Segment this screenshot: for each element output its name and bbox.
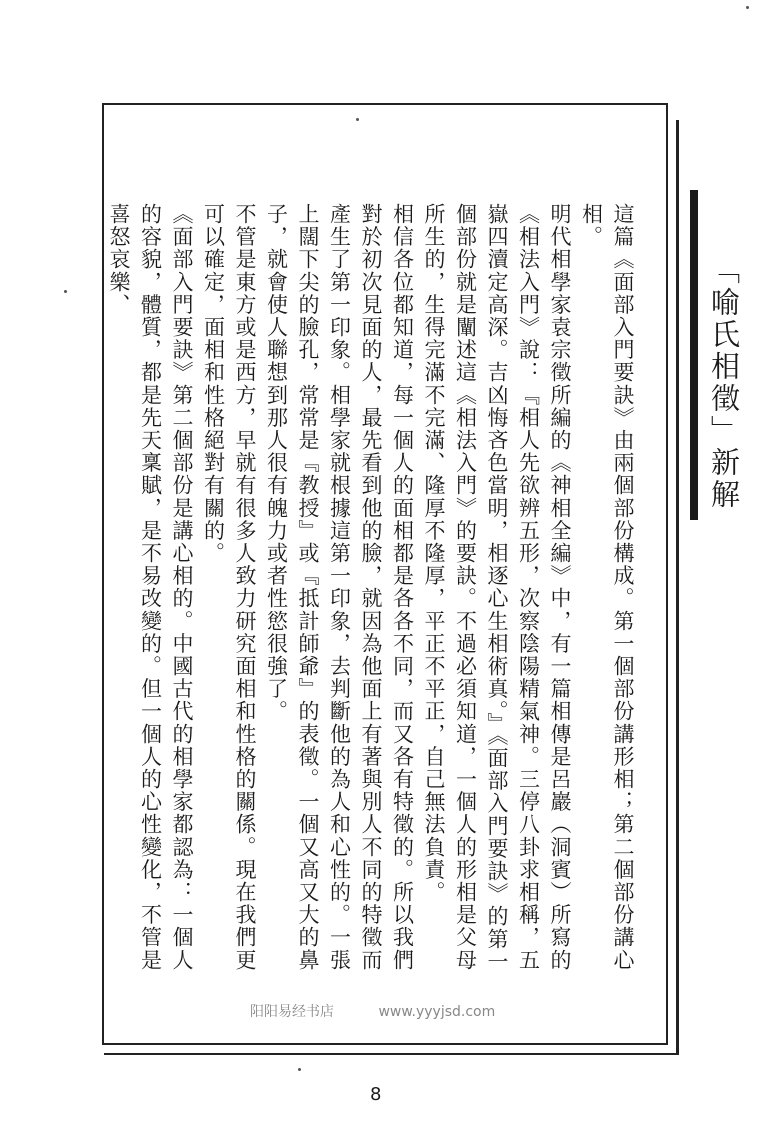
page-number: 8 [370,1084,382,1105]
page-content [102,103,668,1045]
paragraph: 不管是東方或是西方，早就有很多人致力研究面相和性格的關係。現在我們更可以確定，面相和性格絕對有關的。 [201,203,257,972]
page-frame-shadow [676,120,679,1055]
title-bar-rule [690,190,698,520]
watermark-store: 阳阳易经书店 [250,1004,334,1020]
paragraph: 這篇《面部入門要訣》由兩個部份構成。第一個部份講形相；第二個部份講心相。 [579,203,635,972]
watermark-url: www.yyyjsd.com [378,1004,496,1020]
scan-speck [746,6,749,9]
scan-speck [356,118,359,121]
running-header-title: 「喻氏相徵」新解 [707,255,741,511]
scan-speck [298,1068,301,1071]
paragraph: 明代相學家袁宗徵所編的《神相全編》中，有一篇相傳是呂巖（洞賓）所寫的《相法入門》說：『相人先欲辨五形，次察陰陽精氣神。三停八卦求相稱，五嶽四瀆定高深。吉凶悔吝色當明，相逐心生相術真。』《面部入門要訣》的第一個部份就是闡述這《相法入門》的要訣。不過必須知道，一個人的形相是父母所生的，生得完滿不完滿、隆厚不隆厚，平正不平正，自己無法負責。 [422,203,572,973]
paragraph: 《面部入門要訣》第二個部份是講心相的。中國古代的相學家都認為：一個人的容貌，體質，都是先天稟賦，是不易改變的。但一個人的心性變化，不管是喜怒哀樂、 [107,203,194,972]
paragraph: 相信各位都知道，每一個人的面相都是各各不同，而又各有特徵的。所以我們對於初次見面的人，最先看到他的臉，就因為他面上有著與別人不同的特徵而產生了第一印象。相學家就根據這第一印象，去判斷他的為人和心性的。一張上闊下尖的臉孔，常常是『教授』或『抵計師爺』的表徵。一個又高又大的鼻子，就會使人聯想到那人很有魄力或者性慾很強了。 [264,203,415,972]
page-frame-shadow-bottom [104,1053,678,1055]
body-text [107,203,638,973]
scan-speck [64,290,67,293]
watermark [250,1001,535,1021]
